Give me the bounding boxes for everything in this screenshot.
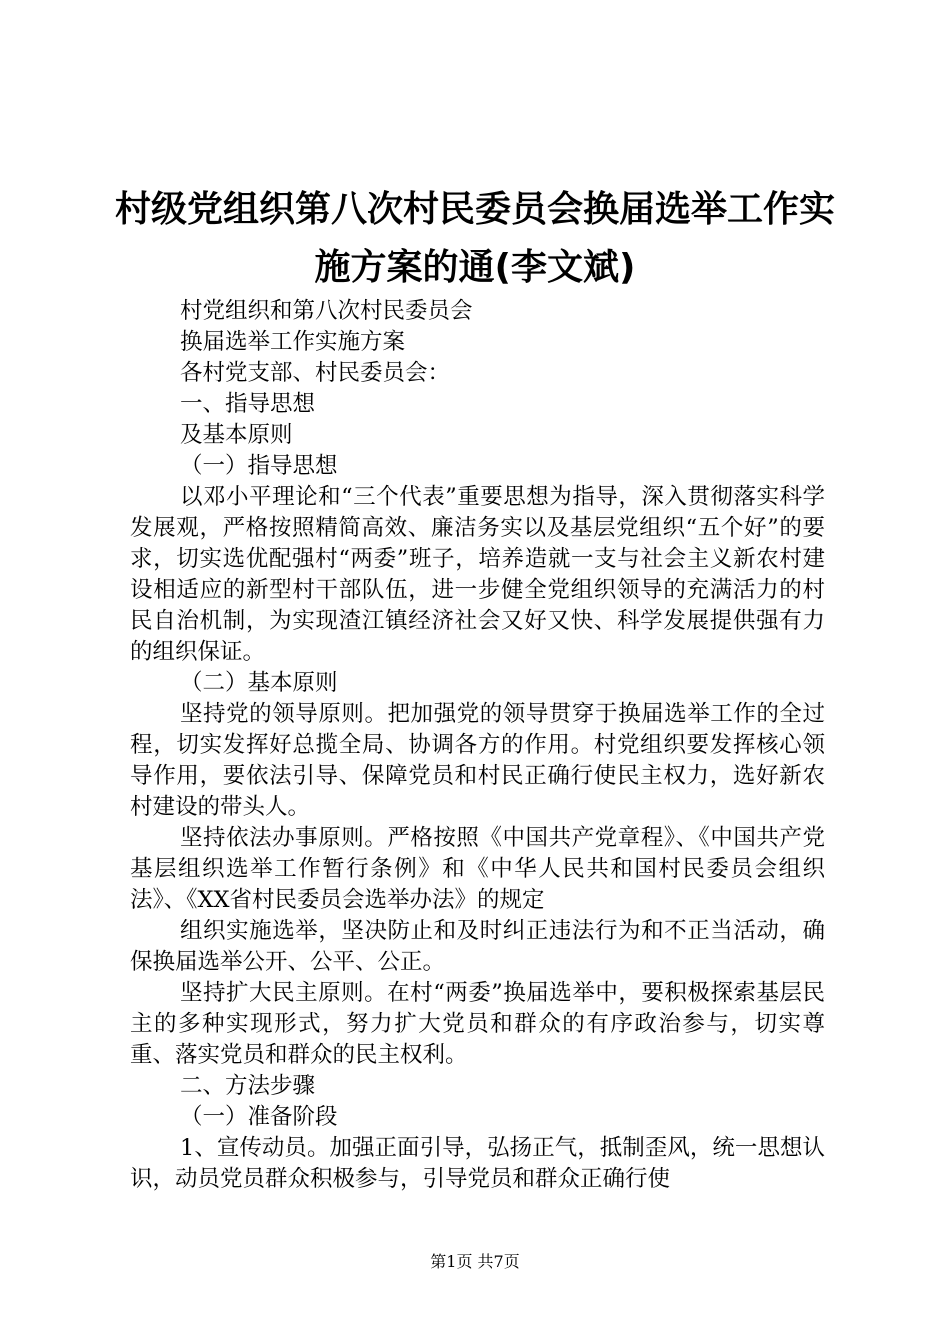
subsection-heading-1-1: （一）指导思想 [180, 453, 338, 479]
document-body [130, 296, 825, 1195]
paragraph-guiding-thought: 以邓小平理论和“三个代表”重要思想为指导，深入贯彻落实科学发展观，严格按照精简高效、廉洁务实以及基层党组织“五个好”的要求，切实选优配强村“两委”班子，培养造就一支与社会主义新农村建设相适应的新型村干部队伍，进一步健全党组织领导的充满活力的村民自治机制，为实现渣江镇经济社会又好又快、科学发展提供强有力的组织保证。 [130, 484, 825, 665]
subsection-heading-1-2: （二）基本原则 [180, 670, 338, 696]
document-title-line-2: 施方案的通(李文斌) [314, 247, 636, 288]
paragraph-mobilization: 1、宣传动员。加强正面引导，弘扬正气，抵制歪风，统一思想认识，动员党员群众积极参与，引导党员和群众正确行使 [130, 1135, 825, 1192]
paragraph-rule-of-law: 坚持依法办事原则。严格按照《中国共产党章程》、《中国共产党基层组织选举工作暂行条例》和《中华人民共和国村民委员会组织法》、《XX省村民委员会选举办法》的规定 [130, 825, 825, 913]
paragraph-heading-2: 换届选举工作实施方案 [180, 329, 406, 355]
subsection-heading-2-1: （一）准备阶段 [180, 1104, 338, 1130]
page-footer: 第1页 共7页 [430, 1252, 520, 1271]
document-title-line-1: 村级党组织第八次村民委员会换届选举工作实 [114, 189, 835, 230]
paragraph-heading-1: 村党组织和第八次村民委员会 [180, 298, 473, 324]
section-heading-1-cont: 及基本原则 [180, 422, 293, 448]
paragraph-salutation: 各村党支部、村民委员会： [180, 360, 451, 386]
section-heading-1: 一、指导思想 [180, 391, 316, 417]
paragraph-democracy: 坚持扩大民主原则。在村“两委”换届选举中，要积极探索基层民主的多种实现形式，努力扩大党员和群众的有序政治参与，切实尊重、落实党员和群众的民主权利。 [130, 980, 825, 1068]
section-heading-2: 二、方法步骤 [180, 1073, 316, 1099]
paragraph-party-leadership: 坚持党的领导原则。把加强党的领导贯穿于换届选举工作的全过程，切实发挥好总揽全局、协调各方的作用。村党组织要发挥核心领导作用，要依法引导、保障党员和村民正确行使民主权力，选好新农村建设的带头人。 [130, 701, 825, 820]
paragraph-organize-election: 组织实施选举，坚决防止和及时纠正违法行为和不正当活动，确保换届选举公开、公平、公正。 [130, 918, 825, 975]
